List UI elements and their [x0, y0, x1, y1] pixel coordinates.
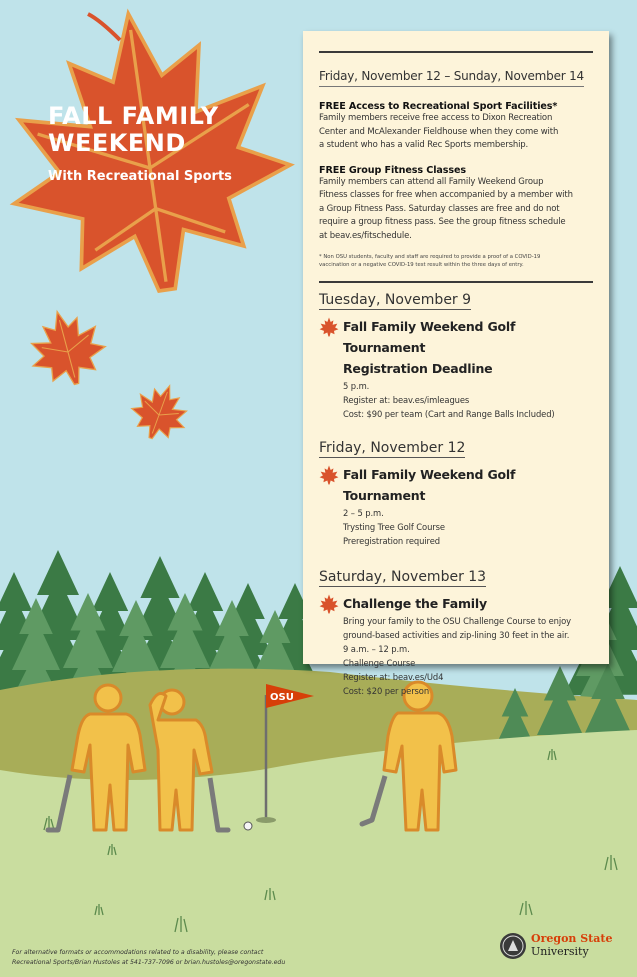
accessibility-note: For alternative formats or accommodations related to a disability, please contact Recreational Sports/Brian Hustoles at 541-737-7096 or brian.hustoles@oregonstate.edu — [12, 949, 286, 966]
event-date: Tuesday, November 9 — [319, 292, 472, 308]
university-logo — [500, 931, 612, 959]
access-heading: FREE Access to Recreational Sport Facilities* — [319, 101, 558, 112]
divider — [319, 51, 593, 53]
page-title-line1: FALL FAMILY — [48, 102, 219, 130]
info-panel — [303, 31, 609, 696]
event-title: Fall Family Weekend Golf Tournament — [343, 319, 516, 355]
fitness-section — [319, 165, 593, 244]
page-title-line2: WEEKEND — [48, 129, 186, 157]
title-block — [48, 103, 288, 184]
maple-leaf-icon — [319, 465, 343, 489]
logo-line2: University — [531, 945, 589, 958]
access-text: Family members receive free access to Dixon Recreation Center and McAlexander Fieldhouse when they come with a student who has a valid Rec Sports membership. — [319, 113, 559, 150]
event-date: Saturday, November 13 — [319, 569, 487, 585]
event-item: Saturday, November 13 Challenge the Family Bring your family to the OSU Challenge Course to enjoy ground-based activities and zip-lining 30 feet in the air. 9 a.m. – 12 p.m. Challenge Course Register at: beav.es/Ud4 Cost: $20 per person — [319, 566, 593, 698]
maple-leaf-icon — [319, 594, 343, 618]
event-title: Registration Deadline — [343, 361, 493, 376]
covid-note: * Non OSU students, faculty and staff are required to provide a proof of a COVID-19 vaccination or a negative COVID-19 test result within the three days of entry. — [319, 254, 541, 268]
logo-line1: Oregon State — [531, 932, 613, 945]
event-title: Challenge the Family — [343, 596, 487, 611]
access-section — [319, 101, 593, 153]
event-title: Fall Family Weekend Golf Tournament — [343, 467, 516, 503]
event-item: Friday, November 12 Fall Family Weekend Golf Tournament 2 – 5 p.m. Trysting Tree Golf Course Preregistration required — [319, 437, 593, 548]
divider — [319, 281, 593, 283]
event-date: Friday, November 12 — [319, 440, 466, 456]
event-item: Tuesday, November 9 Fall Family Weekend Golf Tournament Registration Deadline 5 p.m. Register at: beav.es/imleagues Cost: $90 per team (Cart and Range Balls Included) — [319, 289, 593, 421]
fitness-text: Family members can attend all Family Weekend Group Fitness classes for free when accompanied by a member with a Group Fitness Pass. Saturday classes are free and do not require a group fitness pass. See the group fitness schedule at beav.es/fitschedule. — [319, 176, 573, 241]
page-subtitle: With Recreational Sports — [48, 169, 232, 184]
flag-label: OSU — [270, 692, 294, 703]
maple-leaf-icon — [319, 317, 343, 341]
date-range: Friday, November 12 – Sunday, November 14 — [319, 69, 584, 87]
fitness-heading: FREE Group Fitness Classes — [319, 164, 466, 176]
